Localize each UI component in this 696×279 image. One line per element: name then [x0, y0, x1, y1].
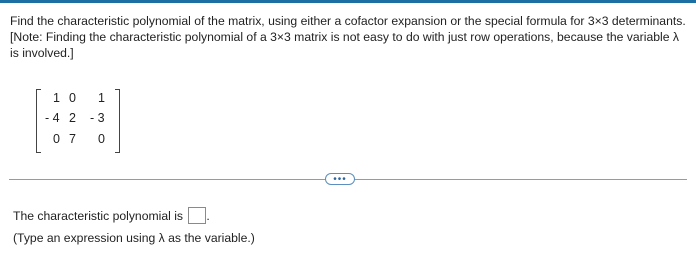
matrix — [36, 89, 120, 151]
matrix-cell-r1c2: 0 — [69, 91, 76, 105]
matrix-left-bracket — [36, 89, 41, 153]
more-options-button[interactable]: ••• — [325, 173, 355, 185]
answer-end-punct: . — [206, 209, 210, 223]
question-text: Find the characteristic polynomial of the matrix, using either a cofactor expansion or the special formula for 3×3 determinants. [Note: Finding the characteristic polynomial of a 3×3 matrix is not easy to do with just row operations, because the variable λ is involved.] — [10, 14, 686, 60]
matrix-cell-r3c1: 0 — [53, 132, 60, 146]
answer-input[interactable] — [188, 207, 206, 224]
answer-prompt: The characteristic polynomial is — [13, 209, 184, 223]
matrix-cell-r2c3: - 3 — [90, 111, 105, 125]
matrix-cell-r2c1: - 4 — [45, 111, 60, 125]
matrix-cell-r3c2: 7 — [69, 132, 76, 146]
answer-hint: (Type an expression using λ as the variable.) — [13, 231, 255, 245]
matrix-cell-r1c1: 1 — [53, 91, 60, 105]
matrix-cell-r1c3: 1 — [98, 91, 105, 105]
matrix-cell-r3c3: 0 — [98, 132, 105, 146]
answer-row — [13, 207, 210, 224]
top-accent-bar — [0, 0, 696, 3]
matrix-cell-r2c2: 2 — [69, 111, 76, 125]
matrix-right-bracket — [115, 89, 120, 153]
